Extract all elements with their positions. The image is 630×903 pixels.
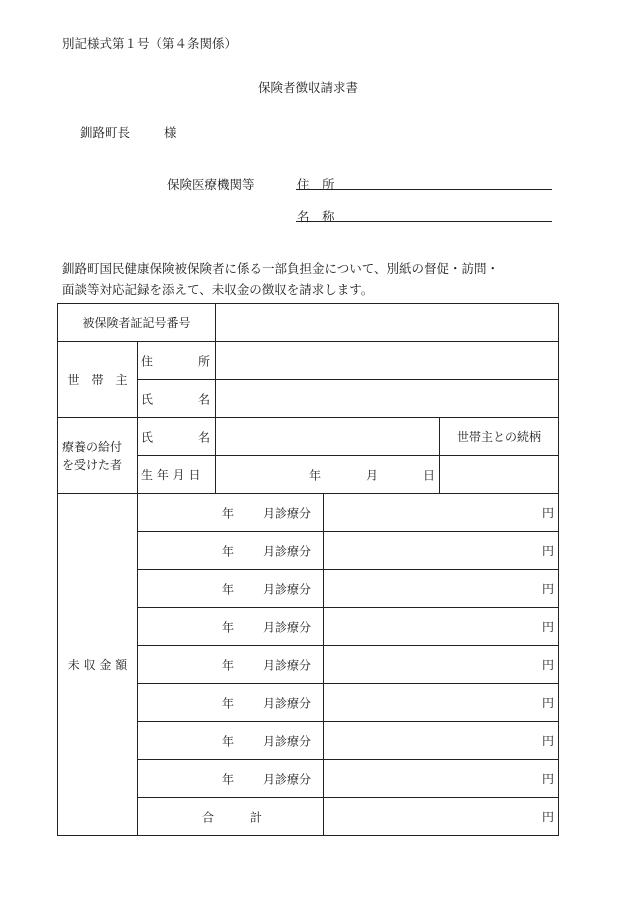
household-head-label: 世 帯 主 bbox=[58, 342, 138, 418]
household-address-label bbox=[138, 342, 216, 380]
clinic-month-label: 月診療分 bbox=[263, 772, 312, 786]
clinic-month-label: 月診療分 bbox=[263, 582, 312, 596]
clinic-month-cell[interactable] bbox=[138, 684, 324, 722]
recipient-label-line2: を受けた者 bbox=[62, 457, 123, 472]
amount-field[interactable]: 円 bbox=[324, 494, 559, 532]
clinic-month-cell[interactable] bbox=[138, 570, 324, 608]
clinic-month-label: 月診療分 bbox=[263, 696, 312, 710]
clinic-month-cell[interactable] bbox=[138, 608, 324, 646]
clinic-year: 年 bbox=[222, 658, 235, 672]
claim-table bbox=[57, 303, 559, 836]
total-label-b: 計 bbox=[250, 810, 263, 824]
insured-number-label: 被保険者証記号番号 bbox=[58, 304, 216, 342]
recipient-name-field[interactable] bbox=[216, 418, 440, 456]
clinic-month-label: 月診療分 bbox=[263, 620, 312, 634]
addressee-name: 釧路町長 bbox=[80, 125, 131, 140]
amount-field[interactable]: 円 bbox=[324, 722, 559, 760]
sender-address-field[interactable] bbox=[296, 189, 552, 190]
household-name-label bbox=[138, 380, 216, 418]
clinic-year: 年 bbox=[222, 734, 235, 748]
sender-name-field[interactable] bbox=[296, 221, 552, 222]
clinic-month-cell[interactable] bbox=[138, 494, 324, 532]
total-label bbox=[138, 798, 324, 836]
clinic-year: 年 bbox=[222, 772, 235, 786]
total-amount-field[interactable]: 円 bbox=[324, 798, 559, 836]
form-number: 別記様式第１号（第４条関係） bbox=[62, 36, 238, 51]
name-label-a: 氏 bbox=[141, 392, 154, 406]
recipient-name-label-a: 氏 bbox=[141, 430, 154, 444]
clinic-month-cell[interactable] bbox=[138, 722, 324, 760]
insured-number-field[interactable] bbox=[216, 304, 559, 342]
request-text-line1: 釧路町国民健康保険被保険者に係る一部負担金について、別紙の督促・訪問・ bbox=[62, 261, 500, 276]
request-text-line2: 面談等対応記録を添えて、未収金の徴収を請求します。 bbox=[62, 282, 374, 297]
birthdate-field[interactable] bbox=[216, 456, 440, 494]
clinic-month-label: 月診療分 bbox=[263, 658, 312, 672]
amount-row bbox=[58, 494, 559, 532]
institution-label: 保険医療機関等 bbox=[167, 177, 255, 192]
clinic-year: 年 bbox=[222, 696, 235, 710]
name-label-b: 名 bbox=[198, 392, 211, 406]
birthdate-label: 生 年 月 日 bbox=[138, 456, 216, 494]
address-label-a: 住 bbox=[141, 354, 154, 368]
clinic-month-cell[interactable] bbox=[138, 532, 324, 570]
relation-field[interactable] bbox=[440, 456, 559, 494]
recipient-name-label bbox=[138, 418, 216, 456]
clinic-year: 年 bbox=[222, 506, 235, 520]
birthdate-year: 年 bbox=[309, 468, 322, 482]
clinic-month-label: 月診療分 bbox=[263, 506, 312, 520]
amount-field[interactable]: 円 bbox=[324, 608, 559, 646]
clinic-month-cell[interactable] bbox=[138, 646, 324, 684]
amount-field[interactable]: 円 bbox=[324, 760, 559, 798]
clinic-month-cell[interactable] bbox=[138, 760, 324, 798]
relation-label: 世帯主との続柄 bbox=[440, 418, 559, 456]
recipient-name-row bbox=[58, 418, 559, 456]
clinic-year: 年 bbox=[222, 620, 235, 634]
clinic-year: 年 bbox=[222, 544, 235, 558]
total-label-a: 合 bbox=[202, 810, 215, 824]
insured-number-row bbox=[58, 304, 559, 342]
birthdate-day: 日 bbox=[423, 468, 436, 482]
clinic-month-label: 月診療分 bbox=[263, 734, 312, 748]
amount-field[interactable]: 円 bbox=[324, 646, 559, 684]
amount-field[interactable]: 円 bbox=[324, 532, 559, 570]
clinic-year: 年 bbox=[222, 582, 235, 596]
document-title: 保険者徴収請求書 bbox=[258, 80, 359, 95]
recipient-name-label-b: 名 bbox=[198, 430, 211, 444]
household-name-field[interactable] bbox=[216, 380, 559, 418]
addressee-honorific: 様 bbox=[164, 125, 177, 140]
address-label-b: 所 bbox=[198, 354, 211, 368]
amount-field[interactable]: 円 bbox=[324, 684, 559, 722]
amount-field[interactable]: 円 bbox=[324, 570, 559, 608]
uncollected-label: 未 収 金 額 bbox=[58, 494, 138, 836]
recipient-label bbox=[58, 418, 138, 494]
household-address-field[interactable] bbox=[216, 342, 559, 380]
recipient-label-line1: 療養の給付 bbox=[62, 439, 123, 454]
birthdate-month: 月 bbox=[366, 468, 379, 482]
sender-address-label: 住 所 bbox=[297, 177, 335, 192]
household-address-row bbox=[58, 342, 559, 380]
clinic-month-label: 月診療分 bbox=[263, 544, 312, 558]
sender-name-label: 名 称 bbox=[297, 209, 335, 224]
